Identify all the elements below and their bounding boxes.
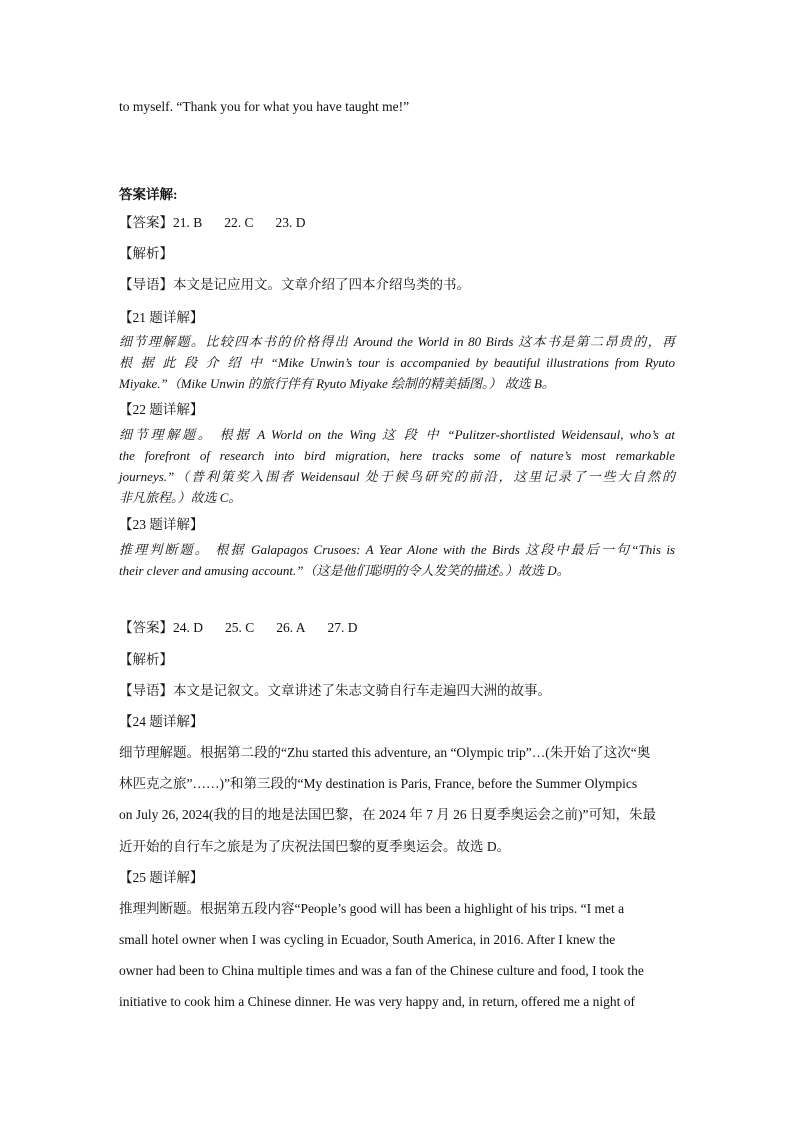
jiexi-label-1: 【解析】 (119, 246, 173, 261)
answer-item: 26. A (276, 620, 306, 635)
q22-line: the forefront of research into bird migration, here tracks some of nature’s most remarkable (119, 448, 675, 463)
q24-line: on July 26, 2024(我的目的地是法国巴黎，在 2024 年 7 月 26 日夏季奥运会之前)”可知，朱最 (119, 807, 656, 822)
q21-title: 【21 题详解】 (119, 310, 204, 325)
jiexi-label-2: 【解析】 (119, 652, 173, 667)
answer-label: 【答案】 (119, 215, 173, 230)
q21-line: 细节理解题。比较四本书的价格得出 Around the World in 80 Birds 这本书是第二昂贵的，再 (119, 334, 675, 349)
answer-line-1 (119, 214, 306, 232)
q25-line: small hotel owner when I was cycling in Ecuador, South America, in 2016. After I knew the (119, 932, 616, 947)
q21-line: Miyake.”（Mike Unwin 的旅行伴有 Ryuto Miyake 绘制的精美插图。） 故选 B。 (119, 376, 555, 391)
q23-line: 推理判断题。 根据 Galapagos Crusoes: A Year Alone with the Birds 这段中最后一句“This is (119, 542, 675, 557)
section-title: 答案详解: (119, 187, 178, 202)
q25-title: 【25 题详解】 (119, 870, 204, 885)
q22-line: 细节理解题。 根据 A World on the Wing 这 段 中 “Pulitzer-shortlisted Weidensaul, who’s at (119, 427, 675, 442)
answer-item: 23. D (275, 215, 306, 230)
daoyu-2: 【导语】本文是记叙文。文章讲述了朱志文骑自行车走遍四大洲的故事。 (119, 683, 551, 698)
q22-title: 【22 题详解】 (119, 402, 204, 417)
q21-line: 根 据 此 段 介 绍 中 “Mike Unwin’s tour is accompanied by beautiful illustrations from Ryuto (119, 355, 675, 370)
daoyu-1: 【导语】本文是记应用文。文章介绍了四本介绍鸟类的书。 (119, 277, 470, 292)
answer-item: 27. D (327, 620, 358, 635)
q22-line: 非凡旅程。）故选 C。 (119, 490, 242, 505)
answer-item: 25. C (225, 620, 255, 635)
q25-line: initiative to cook him a Chinese dinner. He was very happy and, in return, offered me a night of (119, 994, 635, 1009)
answer-item: 22. C (224, 215, 254, 230)
answer-label: 【答案】 (119, 620, 173, 635)
q24-line: 林匹克之旅”……)”和第三段的“My destination is Paris, France, before the Summer Olympics (119, 776, 638, 791)
q24-line: 近开始的自行车之旅是为了庆祝法国巴黎的夏季奥运会。故选 D。 (119, 839, 511, 854)
q24-title: 【24 题详解】 (119, 714, 204, 729)
q23-line: their clever and amusing account.”（这是他们聪明的令人发笑的描述。）故选 D。 (119, 563, 570, 578)
q25-line: owner had been to China multiple times and was a fan of the Chinese culture and food, I took the (119, 963, 644, 978)
answer-line-2 (119, 619, 358, 637)
q23-title: 【23 题详解】 (119, 517, 204, 532)
q22-line: journeys.”（普利策奖入围者 Weidensaul 处于候鸟研究的前沿，这里记录了一些大自然的 (119, 469, 675, 484)
answer-item: 24. D (173, 620, 203, 635)
q24-line: 细节理解题。根据第二段的“Zhu started this adventure, an “Olympic trip”…(朱开始了这次“奥 (119, 745, 651, 760)
answer-item: 21. B (173, 215, 203, 230)
q25-line: 推理判断题。根据第五段内容“People’s good will has been a highlight of his trips. “I met a (119, 901, 625, 916)
top-line: to myself. “Thank you for what you have taught me!” (119, 99, 410, 114)
